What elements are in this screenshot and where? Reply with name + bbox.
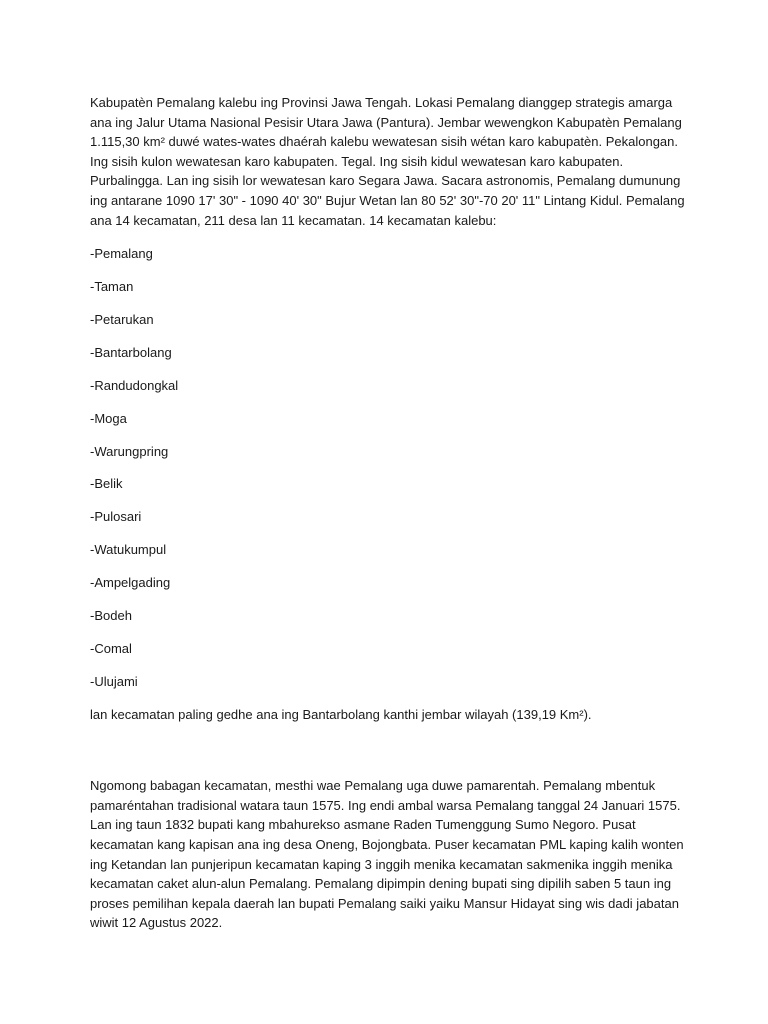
document-body: [90, 93, 690, 933]
list-item: -Ulujami: [90, 673, 138, 689]
list-item: -Bodeh: [90, 607, 132, 623]
kecamatan-list: [90, 244, 690, 691]
summary-line: lan kecamatan paling gedhe ana ing Bantarbolang kanthi jembar wilayah (139,19 Km²).: [90, 706, 592, 722]
list-item: -Comal: [90, 640, 132, 656]
list-item: -Belik: [90, 476, 123, 492]
list-item: -Randudongkal: [90, 377, 179, 393]
list-item: -Pemalang: [90, 246, 153, 262]
list-item: -Watukumpul: [90, 542, 167, 558]
list-item: -Pulosari: [90, 509, 142, 525]
intro-paragraph: Kabupatèn Pemalang kalebu ing Provinsi Jawa Tengah. Lokasi Pemalang dianggep strategis amarga ana ing Jalur Utama Nasional Pesisir Utara Jawa (Pantura). Jembar wewengkon Kabupatèn Pemalang 1.115,30 km² duwé wates-wates dhaérah kalebu wewatesan sisih wétan karo kabupatèn. Pekalongan. Ing sisih kulon wewatesan karo kabupaten. Tegal. Ing sisih kidul wewatesan karo kabupaten. Purbalingga. Lan ing sisih lor wewatesan karo Segara Jawa. Sacara astronomis, Pemalang dumunung ing antarane 1090 17' 30" - 1090 40' 30" Bujur Wetan lan 80 52' 30"-70 20' 11" Lintang Kidul. Pemalang ana 14 kecamatan, 211 desa lan 11 kecamatan. 14 kecamatan kalebu:: [90, 95, 685, 228]
list-item: -Ampelgading: [90, 575, 171, 591]
history-paragraph: Ngomong babagan kecamatan, mesthi wae Pemalang uga duwe pamarentah. Pemalang mbentuk pamaréntahan tradisional watara taun 1575. Ing endi ambal warsa Pemalang tanggal 24 Januari 1575. Lan ing taun 1832 bupati kang mbahurekso asmane Raden Tumenggung Sumo Negoro. Pusat kecamatan kang kapisan ana ing desa Oneng, Bojongbata. Puser kecamatan PML kaping kalih wonten ing Ketandan lan punjeripun kecamatan kaping 3 inggih menika kecamatan sakmenika inggih menika kecamatan caket alun-alun Pemalang. Pemalang dipimpin dening bupati sing dipilih saben 5 taun ing proses pemilihan kepala daerah lan bupati Pemalang saiki yaiku Mansur Hidayat sing wis dadi jabatan wiwit 12 Agustus 2022.: [90, 778, 684, 931]
list-item: -Bantarbolang: [90, 344, 172, 360]
list-item: -Taman: [90, 279, 134, 295]
list-item: -Warungpring: [90, 443, 169, 459]
list-item: -Petarukan: [90, 311, 154, 327]
list-item: -Moga: [90, 410, 127, 426]
